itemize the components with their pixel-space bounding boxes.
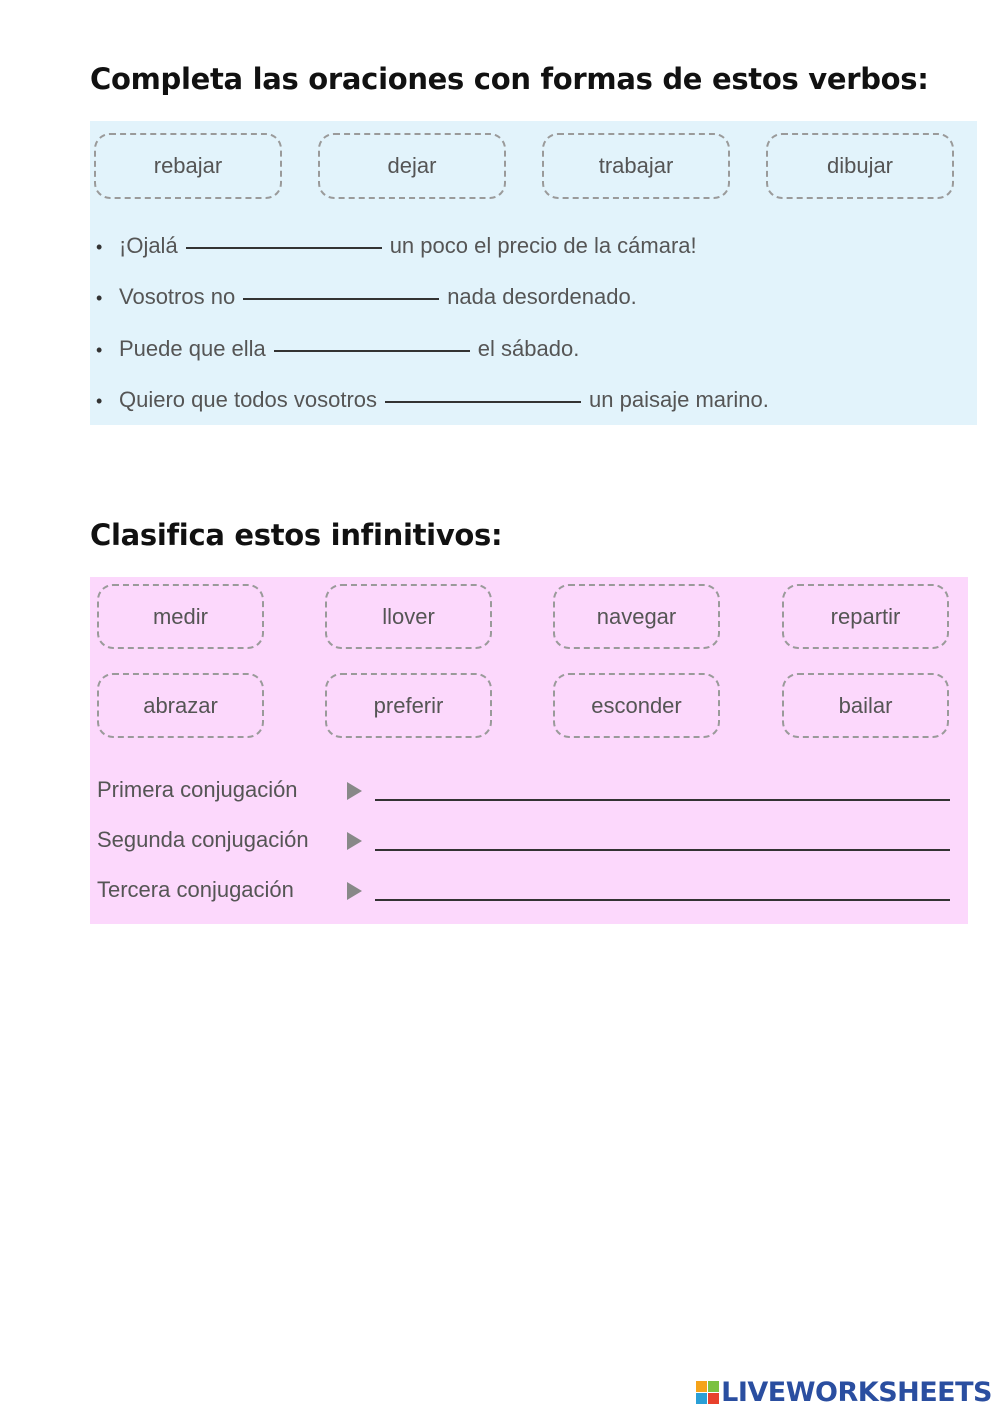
sentence-after: un poco el precio de la cámara! (389, 233, 697, 258)
sentence-item (90, 336, 579, 362)
answer-blank[interactable] (385, 400, 581, 403)
exercise2-panel (90, 577, 968, 924)
verb-box: dejar (318, 133, 506, 199)
bullet: • (96, 288, 103, 308)
verb-box: medir (97, 584, 264, 649)
verb-box: llover (325, 584, 492, 649)
answer-blank[interactable] (274, 349, 470, 352)
logo-square (708, 1393, 719, 1404)
play-arrow-icon (347, 882, 362, 900)
sentence-after: el sábado. (477, 336, 580, 361)
logo-square (708, 1381, 719, 1392)
verb-box: bailar (782, 673, 949, 738)
sentence-before: Vosotros no (119, 284, 236, 309)
play-arrow-icon (347, 782, 362, 800)
sentence-before: Quiero que todos vosotros (119, 387, 378, 412)
sentence-after: un paisaje marino. (589, 387, 769, 412)
exercise2-title: Clasifica estos infinitivos: (90, 518, 503, 552)
conjugation-label: Segunda conjugación (97, 827, 309, 852)
logo-square (696, 1393, 707, 1404)
bullet: • (96, 391, 103, 411)
verb-box: esconder (553, 673, 720, 738)
bullet: • (96, 340, 103, 360)
bullet: • (96, 237, 103, 257)
answer-line[interactable] (375, 799, 950, 801)
verb-box: repartir (782, 584, 949, 649)
verb-box: abrazar (97, 673, 264, 738)
answer-line[interactable] (375, 849, 950, 851)
exercise1-panel (90, 121, 977, 425)
conjugation-row (97, 827, 950, 857)
verb-box: rebajar (94, 133, 282, 199)
sentence-before: ¡Ojalá (119, 233, 178, 258)
verb-box: navegar (553, 584, 720, 649)
answer-line[interactable] (375, 899, 950, 901)
liveworksheets-logo (696, 1377, 992, 1408)
conjugation-label: Primera conjugación (97, 777, 298, 802)
conjugation-row (97, 877, 950, 907)
verb-box: trabajar (542, 133, 730, 199)
answer-blank[interactable] (186, 246, 382, 249)
liveworksheets-logo-icon (696, 1381, 719, 1404)
verb-box: preferir (325, 673, 492, 738)
conjugation-label: Tercera conjugación (97, 877, 294, 902)
logo-square (696, 1381, 707, 1392)
sentence-after: nada desordenado. (447, 284, 637, 309)
answer-blank[interactable] (243, 297, 439, 300)
play-arrow-icon (347, 832, 362, 850)
sentence-item (90, 284, 637, 310)
exercise1-title: Completa las oraciones con formas de estos verbos: (90, 62, 929, 96)
brand-name: LIVEWORKSHEETS (721, 1377, 992, 1408)
sentence-item (90, 233, 697, 259)
verb-box: dibujar (766, 133, 954, 199)
conjugation-row (97, 777, 950, 807)
sentence-item (90, 387, 769, 413)
sentence-before: Puede que ella (119, 336, 266, 361)
